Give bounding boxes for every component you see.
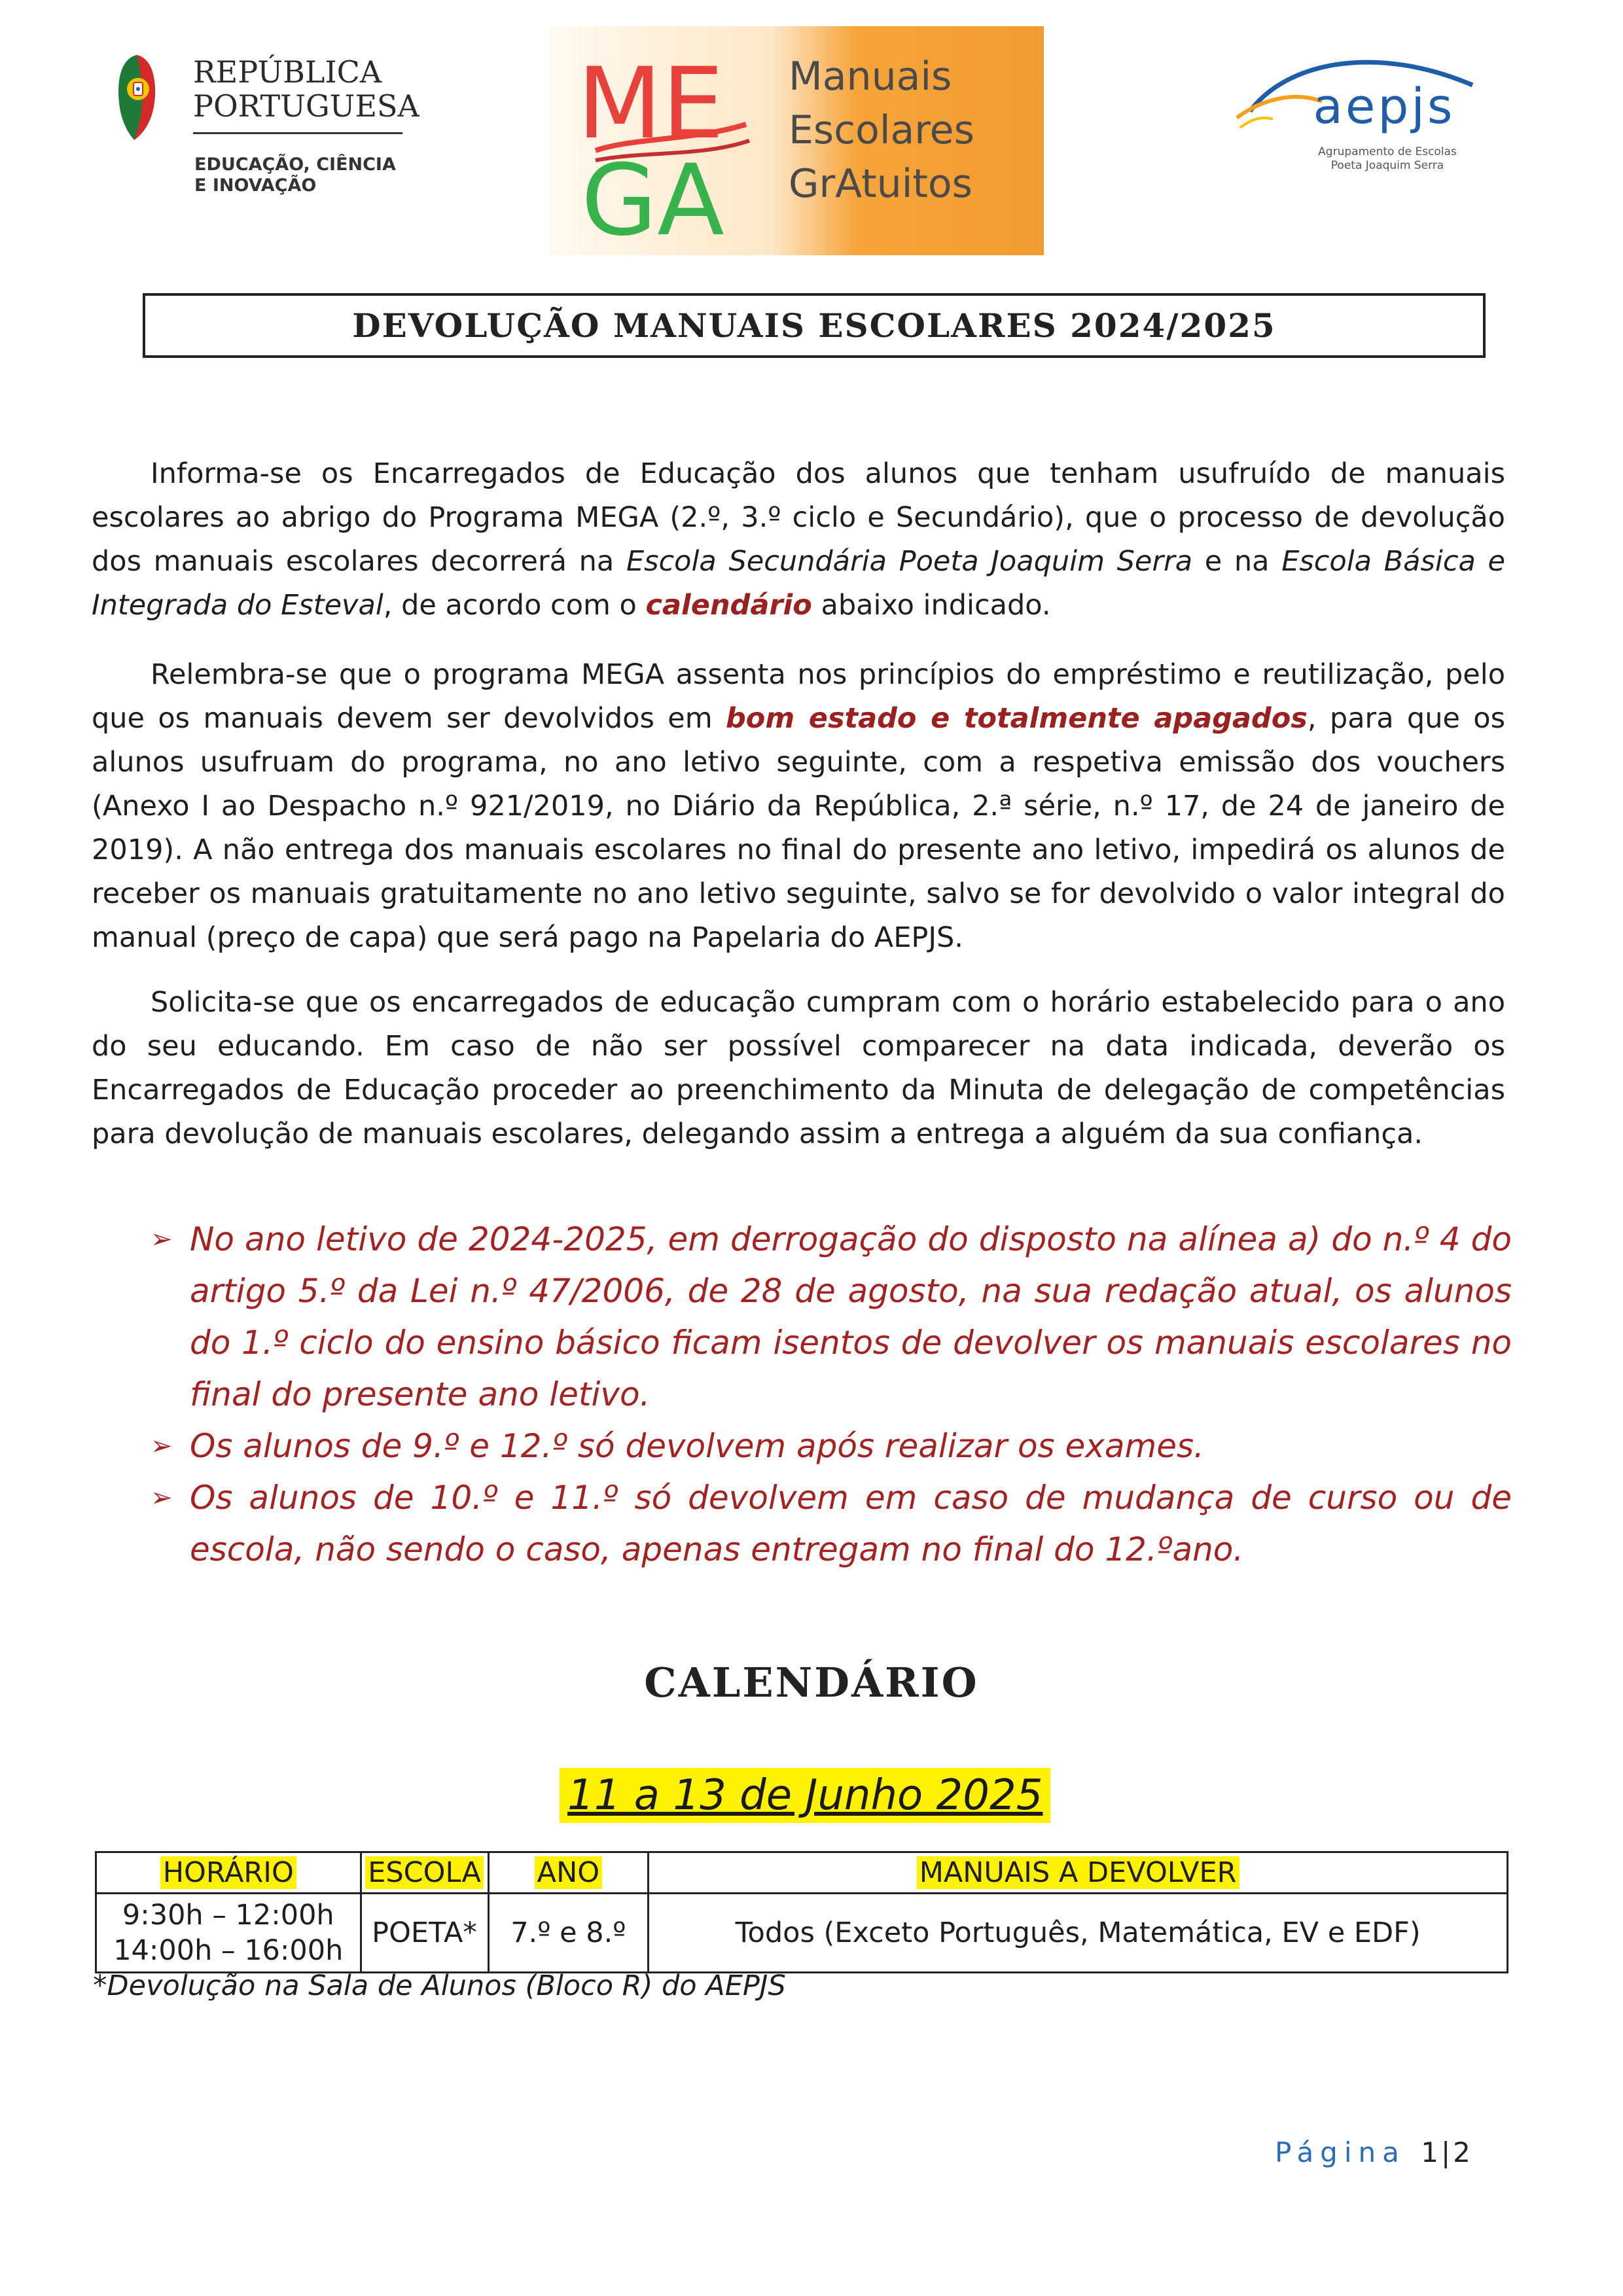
note-item: [151, 1421, 1512, 1472]
horario-cell: [96, 1894, 361, 1973]
text-span: Relembra-se que o programa MEGA assenta nos princípios do empréstimo e reutilização, pelo que os manuais devem ser devolvidos em: [92, 658, 1505, 735]
calendar-table: [95, 1851, 1508, 1973]
page-label: Página: [1275, 2136, 1406, 2168]
republica-portuguesa-name: REPÚBLICA PORTUGUESA: [193, 54, 419, 124]
notes-list: [151, 1214, 1512, 1576]
svg-text:GA: GA: [581, 144, 724, 255]
condition-highlight: bom estado e totalmente apagados: [726, 702, 1308, 735]
page-number: [1275, 2136, 1473, 2168]
text-span: , para que os alunos usufruam do programa, no ano letivo seguinte, com a respetiva emissão dos vouchers (Anexo I ao Despacho n.º 921/2019, no Diário da República, 2.ª série, n.º 17, de 24 de janeiro de 2019). A não entrega dos manuais escolares no final do presente ano letivo, impedirá os alunos de receber os manuais gratuitamente no ano letivo seguinte, salvo se for devolvido o valor integral do manual (preço de capa) que será pago na Papelaria do AEPJS.: [92, 702, 1506, 954]
escola-cell: POETA*: [361, 1894, 488, 1973]
mega-logo: [550, 26, 1044, 255]
horario-afternoon: 14:00h – 16:00h: [113, 1934, 344, 1967]
mega-tagline: [789, 50, 974, 211]
text-span: Solicita-se que os encarregados de educação cumpram com o horário estabelecido para o ano do seu educando. Em caso de não ser possível comparecer na data indicada, deverão os Encarregados de Educação proceder ao preenchimento da Minuta de delegação de competências para devolução de manuais escolares, delegando assim a entrega a alguém da sua confiança.: [92, 986, 1505, 1150]
text-span: Informa-se os Encarregados de Educação dos alunos que tenham usufruído de manuais escolares ao abrigo do Programa MEGA (2.º, 3.º ciclo e Secundário), que o processo de devolução dos manuais escolares decorrerá na: [92, 457, 1505, 578]
paragraph-schedule: [92, 981, 1505, 1156]
paragraph-rules: [92, 653, 1505, 960]
note-text: No ano letivo de 2024-2025, em derrogação do disposto na alínea a) do n.º 4 do artigo 5.º da Lei n.º 47/2006, de 28 de agosto, na sua redação atual, os alunos do 1.º ciclo do ensino básico ficam isentos de devolver os manuais escolares no final do presente ano letivo.: [190, 1220, 1512, 1413]
horario-morning: 9:30h – 12:00h: [122, 1899, 334, 1932]
title-box: [143, 293, 1486, 358]
column-header: ANO: [488, 1852, 649, 1894]
logo-divider: [193, 132, 402, 134]
mega-line-2: Escolares: [789, 107, 974, 153]
manuais-cell: Todos (Exceto Português, Matemática, EV e EDF): [649, 1894, 1508, 1973]
calendar-date: 11 a 13 de Junho 2025: [560, 1768, 1050, 1823]
school-name-1: Escola Secundária Poeta Joaquim Serra: [626, 545, 1193, 578]
calendar-heading: CALENDÁRIO: [644, 1659, 979, 1706]
ministry-name: EDUCAÇÃO, CIÊNCIA E INOVAÇÃO: [194, 154, 396, 196]
note-item: [151, 1214, 1512, 1421]
calendar-highlight: calendário: [645, 589, 812, 622]
aepjs-subtitle: Agrupamento de Escolas Poeta Joaquim Serra: [1318, 145, 1457, 172]
text-span: e na: [1192, 545, 1282, 578]
column-header: ESCOLA: [361, 1852, 488, 1894]
arrow-bullet-icon: ➢: [151, 1431, 173, 1461]
note-text: Os alunos de 9.º e 12.º só devolvem após realizar os exames.: [190, 1427, 1204, 1465]
republica-portuguesa-logo: [115, 51, 442, 208]
school-name-2: Escola Básica e Integrada do Esteval: [92, 545, 1506, 622]
column-header: HORÁRIO: [96, 1852, 361, 1894]
mega-line-3: GrAtuitos: [789, 161, 972, 207]
note-text: Os alunos de 10.º e 11.º só devolvem em caso de mudança de curso ou de escola, não sendo o caso, apenas entregam no final do 12.ºano.: [190, 1479, 1512, 1568]
mega-letters-icon: [550, 26, 792, 255]
svg-text:ME: ME: [577, 47, 724, 161]
column-header: MANUAIS A DEVOLVER: [649, 1852, 1508, 1894]
ano-cell: 7.º e 8.º: [488, 1894, 649, 1973]
page-count: 1|2: [1421, 2136, 1473, 2168]
portugal-emblem-icon: [115, 51, 159, 143]
arrow-bullet-icon: ➢: [151, 1224, 173, 1254]
text-span: , de acordo com o: [383, 589, 646, 622]
mega-line-1: Manuais: [789, 54, 952, 99]
table-footnote: *Devolução na Sala de Alunos (Bloco R) do AEPJS: [93, 1969, 786, 2002]
document-title: DEVOLUÇÃO MANUAIS ESCOLARES 2024/2025: [352, 306, 1276, 345]
table-header-row: [96, 1852, 1508, 1894]
text-span: abaixo indicado.: [812, 589, 1051, 622]
arrow-bullet-icon: ➢: [151, 1483, 173, 1513]
paragraph-intro: [92, 452, 1505, 627]
note-item: [151, 1472, 1512, 1576]
aepjs-name: aepjs: [1313, 79, 1455, 135]
aepjs-logo: [1224, 39, 1499, 190]
table-row: [96, 1894, 1508, 1973]
